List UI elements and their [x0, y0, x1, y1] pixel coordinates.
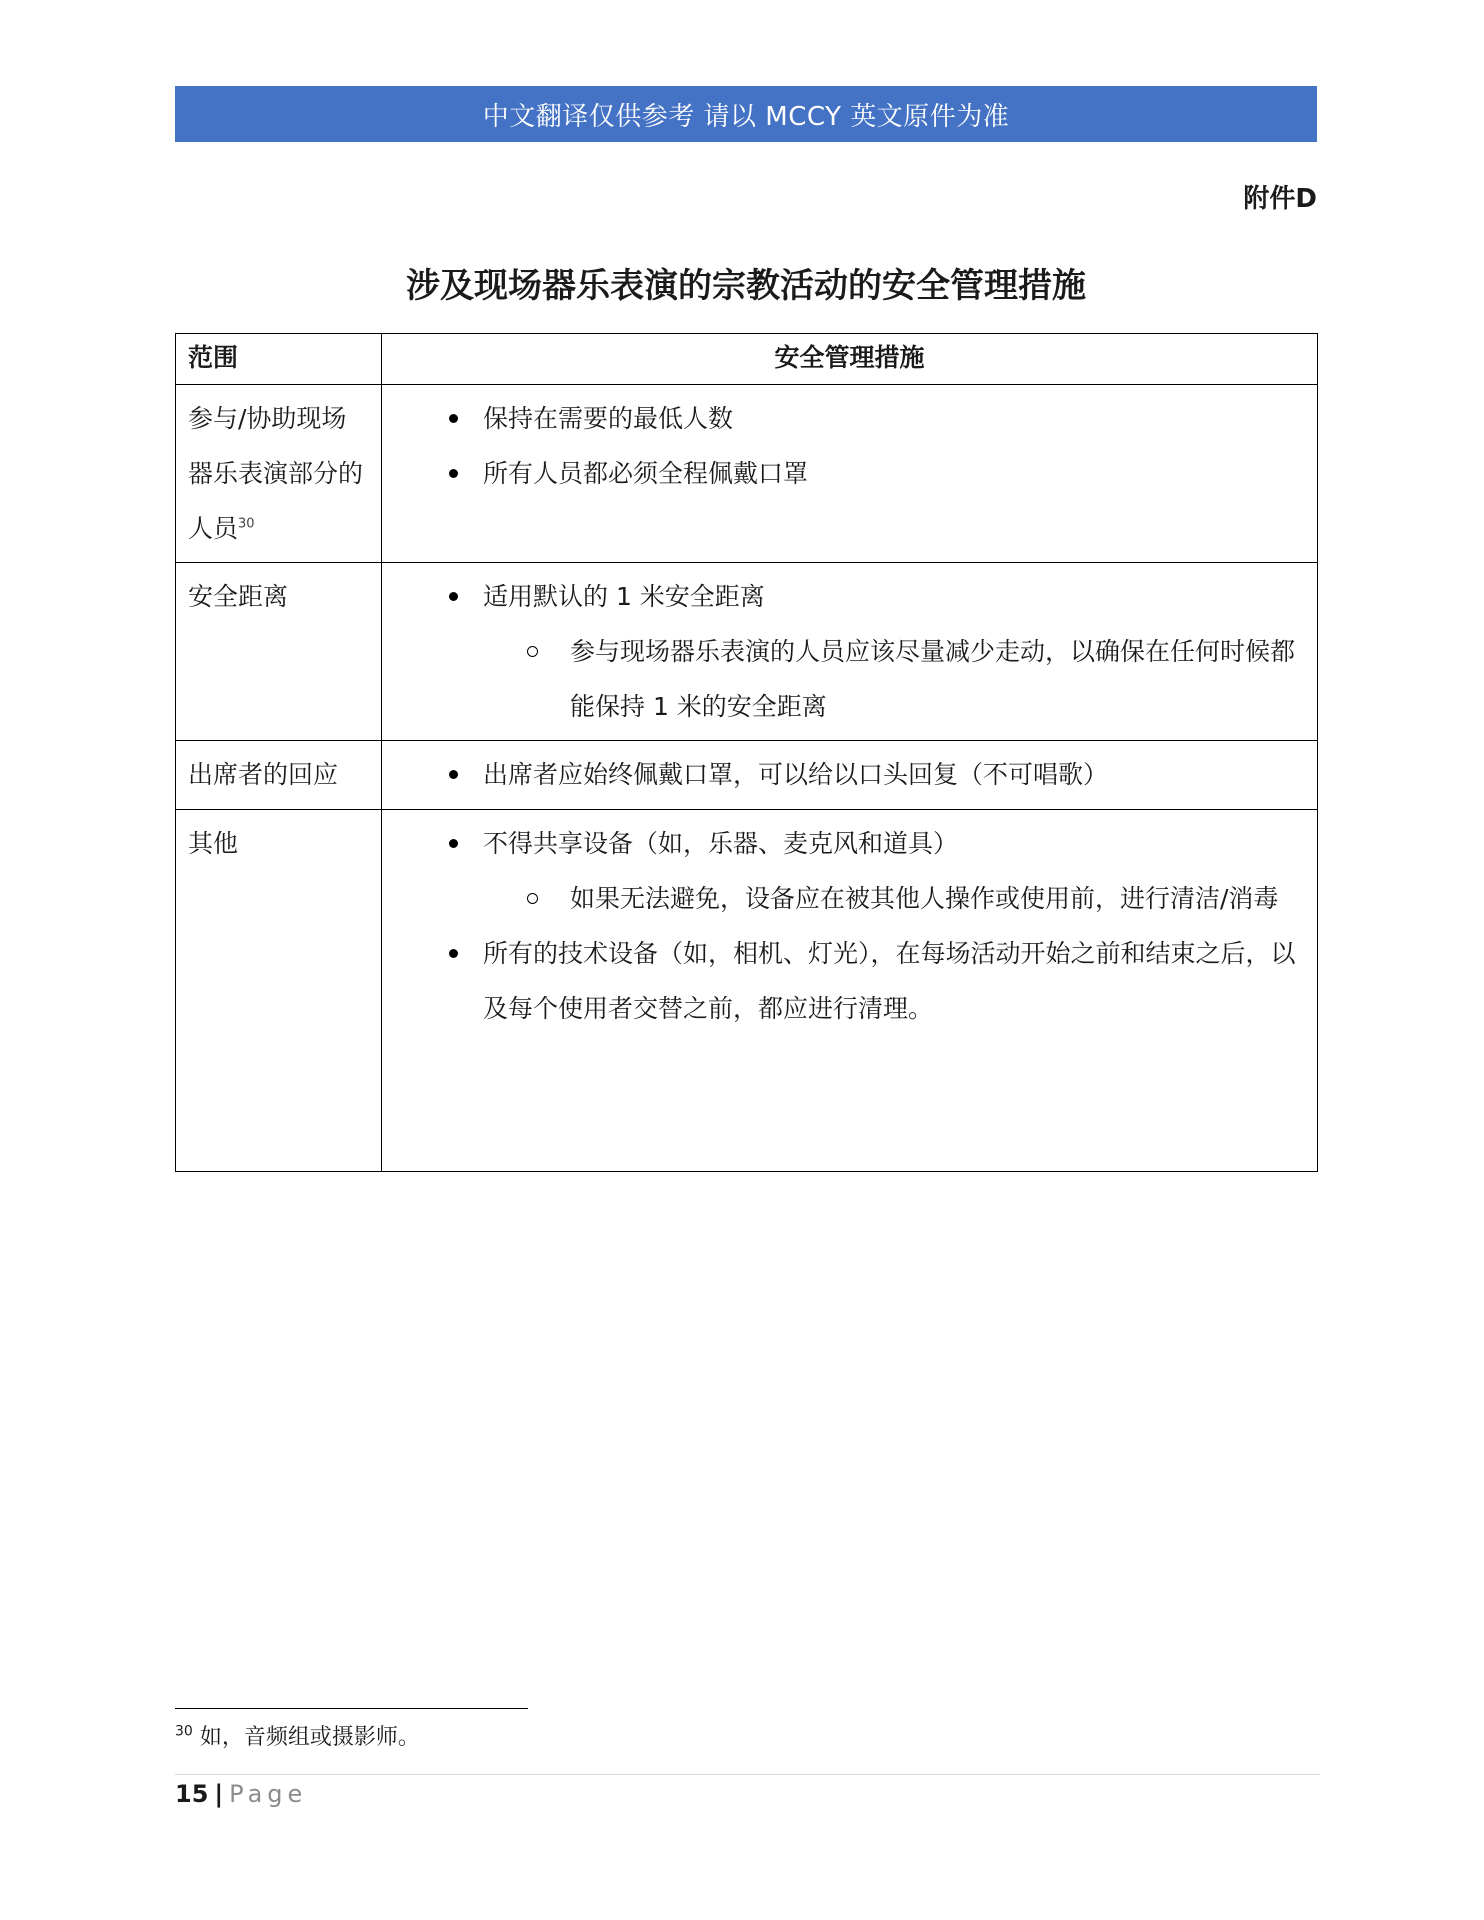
header-measures: 安全管理措施	[382, 334, 1318, 385]
scope-cell: 其他	[176, 810, 382, 1172]
measure-text: 不得共享设备（如，乐器、麦克风和道具）	[483, 829, 959, 858]
bullet-icon	[449, 414, 458, 423]
measure-text: 所有人员都必须全程佩戴口罩	[483, 459, 809, 488]
footnote-divider	[175, 1708, 528, 1709]
page-footer	[175, 1780, 307, 1808]
footnote-reference[interactable]: 30	[238, 516, 255, 532]
measure-text: 保持在需要的最低人数	[483, 404, 734, 433]
scope-cell: 出席者的回应	[176, 741, 382, 810]
translation-notice-text: 中文翻译仅供参考 请以 MCCY 英文原件为准	[482, 101, 1010, 132]
sub-measure-text: 如果无法避免，设备应在被其他人操作或使用前，进行清洁/消毒	[570, 884, 1279, 913]
document-title: 涉及现场器乐表演的宗教活动的安全管理措施	[406, 266, 1086, 306]
sub-list-item	[482, 871, 1305, 926]
hollow-bullet-icon	[527, 893, 538, 904]
measures-cell	[382, 385, 1318, 563]
measure-text: 适用默认的 1 米安全距离	[483, 582, 765, 611]
scope-cell	[176, 385, 382, 563]
list-item	[394, 569, 1305, 734]
list-item	[394, 391, 1305, 446]
measures-cell	[382, 563, 1318, 741]
list-item	[394, 926, 1305, 1036]
list-item	[394, 747, 1305, 802]
page-separator: |	[214, 1780, 224, 1808]
list-item	[394, 816, 1305, 926]
translation-notice-banner	[175, 86, 1317, 142]
list-item	[394, 446, 1305, 501]
table-row	[176, 385, 1318, 563]
safety-measures-table	[175, 333, 1318, 1172]
footnote-text: 如，音频组或摄影师。	[199, 1725, 420, 1750]
page-word: Page	[229, 1780, 308, 1808]
bullet-icon	[449, 770, 458, 779]
footer-divider	[175, 1774, 1320, 1775]
measures-cell	[382, 810, 1318, 1172]
sub-list-item	[482, 624, 1305, 734]
measure-text: 所有的技术设备（如，相机、灯光），在每场活动开始之前和结束之后，以及每个使用者交替之前，都应进行清理。	[483, 939, 1296, 1023]
footnote	[175, 1720, 420, 1751]
header-scope: 范围	[176, 334, 382, 385]
scope-text: 参与/协助现场器乐表演部分的人员	[188, 404, 364, 543]
sub-measure-text: 参与现场器乐表演的人员应该尽量减少走动，以确保在任何时候都能保持 1 米的安全距离	[570, 637, 1296, 721]
footnote-mark: 30	[175, 1723, 193, 1740]
page-number: 15	[175, 1780, 209, 1808]
measure-text: 出席者应始终佩戴口罩，可以给以口头回复（不可唱歌）	[483, 760, 1109, 789]
bullet-icon	[449, 469, 458, 478]
bullet-icon	[449, 949, 458, 958]
bullet-icon	[449, 592, 458, 601]
table-row	[176, 741, 1318, 810]
hollow-bullet-icon	[527, 646, 538, 657]
measures-cell	[382, 741, 1318, 810]
bullet-icon	[449, 839, 458, 848]
table-row	[176, 563, 1318, 741]
table-header-row	[176, 334, 1318, 385]
annex-label: 附件D	[1243, 184, 1317, 214]
table-row	[176, 810, 1318, 1172]
scope-cell: 安全距离	[176, 563, 382, 741]
